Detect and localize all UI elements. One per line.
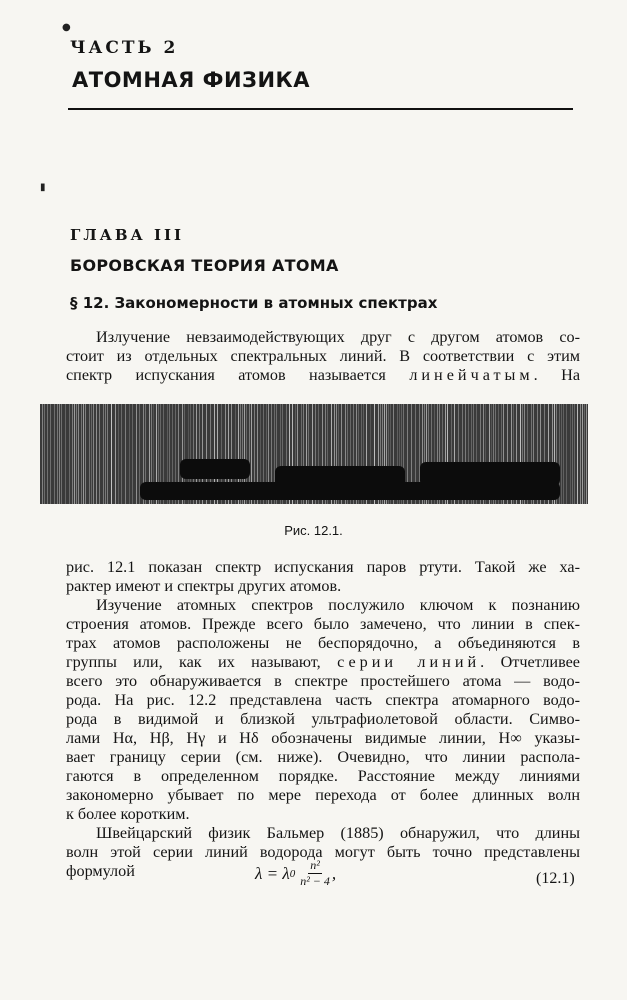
spectral-line	[105, 404, 106, 504]
spectral-line	[580, 404, 581, 504]
paragraph-line: гаются в определенном порядке. Расстояние между линиями	[66, 767, 580, 785]
spectral-line	[44, 404, 45, 504]
paragraph-line: группы или, как их называют, серии линий. Отчетливее	[66, 653, 580, 671]
spectral-line	[89, 404, 90, 504]
spectral-line	[121, 404, 122, 504]
paragraph-line: к более коротким.	[66, 805, 190, 823]
part-title: АТОМНАЯ ФИЗИКА	[72, 68, 310, 92]
spectral-line	[50, 404, 51, 504]
ink-mark-left: ▮	[40, 182, 46, 193]
spectrum-lines	[40, 404, 588, 504]
spectral-line	[107, 404, 108, 504]
spectral-line	[65, 404, 66, 504]
spectral-line	[42, 404, 43, 504]
section-title: § 12. Закономерности в атомных спектрах	[70, 294, 438, 312]
part-divider	[68, 108, 573, 110]
spectrum-dark-band	[140, 482, 560, 500]
formula-fraction	[298, 858, 332, 889]
ink-mark-top: ●	[62, 22, 71, 33]
spectral-line	[129, 404, 130, 504]
spectral-line	[72, 404, 73, 504]
paragraph-line: закономерно убывает по мере перехода от более длинных волн	[66, 786, 580, 804]
spectral-line	[93, 404, 94, 504]
spectral-line	[59, 404, 60, 504]
paragraph-intro	[66, 328, 580, 385]
spectral-line	[586, 404, 587, 504]
spectral-line	[561, 404, 562, 504]
spectral-line	[47, 404, 48, 504]
spectral-line	[566, 404, 567, 504]
spectral-line	[584, 404, 585, 504]
paragraph-line: лами Hα, Hβ, Hγ и Hδ обозначены видимые линии, H∞ указы-	[66, 729, 580, 747]
spectral-line	[57, 404, 58, 504]
spectral-line	[83, 404, 84, 504]
term-line-spectrum: линейчатым	[409, 366, 534, 384]
spectral-line	[99, 404, 100, 504]
spectral-line	[61, 404, 62, 504]
spectral-line	[74, 404, 75, 504]
spectral-line	[136, 404, 137, 504]
paragraph-line: Швейцарский физик Бальмер (1885) обнаружил, что длины	[96, 824, 580, 842]
paragraph-line: вает границу серии (см. ниже). Очевидно, что линии распола-	[66, 748, 580, 766]
paragraph-line: рис. 12.1 показан спектр испускания паров ртути. Такой же ха-	[66, 558, 580, 576]
spectral-line	[118, 404, 119, 504]
paragraph-line: Изучение атомных спектров послужило ключом к познанию	[96, 596, 580, 614]
formula-subscript: 0	[289, 867, 296, 880]
spectral-line	[78, 404, 79, 504]
formula-denominator: n² − 4	[300, 874, 330, 888]
spectral-line	[115, 404, 116, 504]
spectral-line	[69, 404, 70, 504]
spectral-line	[103, 404, 104, 504]
spectral-line	[574, 404, 575, 504]
paragraph-line: формулой	[66, 862, 135, 880]
spectral-line	[111, 404, 112, 504]
spectral-line	[563, 404, 564, 504]
part-label: ЧАСТЬ 2	[70, 38, 179, 58]
paragraph-line: трах атомов расположены не беспорядочно, а объединяются в	[66, 634, 580, 652]
spectral-line	[139, 404, 140, 504]
paragraph-line: рода. На рис. 12.2 представлена часть спектра атомарного водо-	[66, 691, 580, 709]
paragraph-series	[66, 596, 580, 824]
chapter-label: ГЛАВА III	[70, 226, 185, 244]
spectral-line	[577, 404, 578, 504]
spectral-line	[132, 404, 133, 504]
formula-tail: ,	[331, 863, 337, 883]
paragraph-line: Излучение невзаимодействующих друг с другом атомов со-	[96, 328, 580, 346]
figure-caption: Рис. 12.1.	[284, 523, 343, 538]
paragraph-mercury	[66, 558, 580, 596]
spectral-line	[570, 404, 571, 504]
spectral-line	[91, 404, 92, 504]
spectral-line	[81, 404, 82, 504]
formula-lhs: λ = λ	[255, 863, 290, 883]
spectrum-dark-band	[180, 459, 250, 479]
spectral-line	[582, 404, 583, 504]
spectral-line	[85, 404, 86, 504]
paragraph-line: стоит из отдельных спектральных линий. В соответствии с этим	[66, 347, 580, 365]
paragraph-line: волн этой серии линий водорода могут быть точно представлены	[66, 843, 580, 861]
paragraph-line: спектр испускания атомов называется линейчатым. На	[66, 366, 581, 384]
chapter-title: БОРОВСКАЯ ТЕОРИЯ АТОМА	[70, 256, 339, 275]
spectral-line	[76, 404, 77, 504]
spectral-line	[96, 404, 97, 504]
spectral-line	[125, 404, 126, 504]
formula-numerator: n²	[310, 858, 320, 872]
equation-number: (12.1)	[536, 870, 575, 887]
term-series-lines: серии линий	[337, 653, 481, 671]
spectral-line	[572, 404, 573, 504]
paragraph-line: рактер имеют и спектры других атомов.	[66, 577, 342, 595]
figure-spectrum-image	[40, 404, 588, 504]
paragraph-line: строения атомов. Прежде всего было замечено, что линии в спек-	[66, 615, 580, 633]
paragraph-line: рода в видимой и близкой ультрафиолетовой области. Симво-	[66, 710, 580, 728]
balmer-formula	[255, 858, 336, 889]
paragraph-line: всего это обнаруживается в спектре простейшего атома — водо-	[66, 672, 580, 690]
spectral-line	[54, 404, 55, 504]
